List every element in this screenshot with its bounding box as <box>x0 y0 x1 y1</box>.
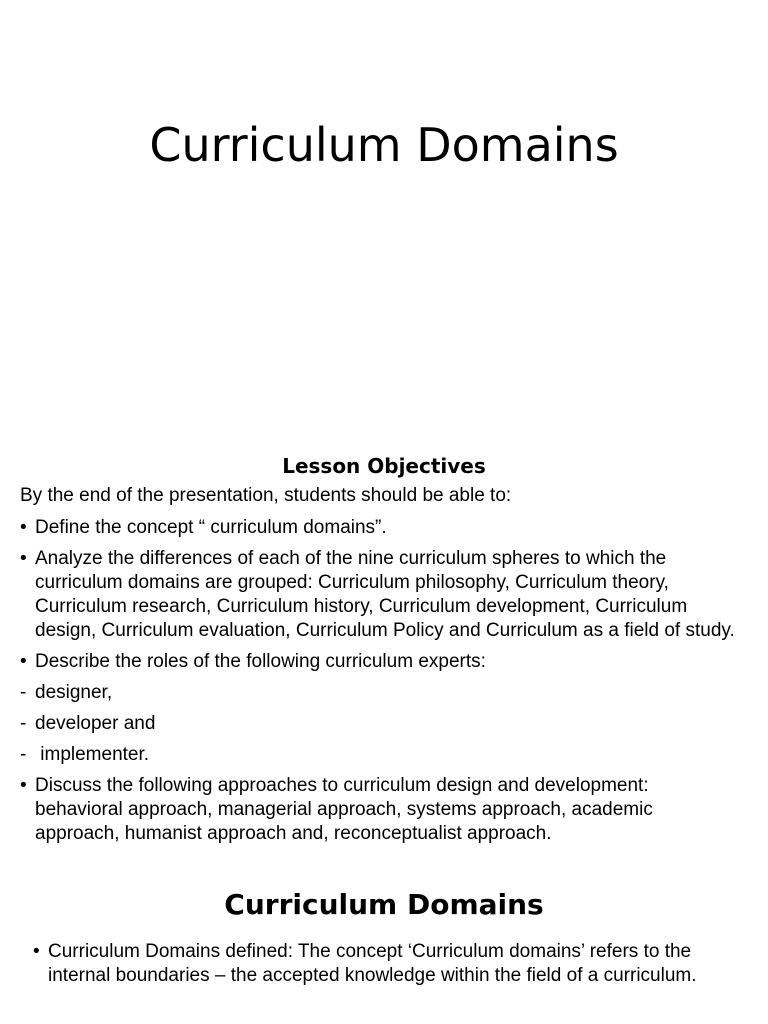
list-item-text: Describe the roles of the following curriculum experts: <box>35 651 486 672</box>
dash-marker: - <box>20 744 27 765</box>
list-item-text: implementer. <box>35 744 150 765</box>
dash-marker: - <box>20 713 27 734</box>
slide-curriculum-domains <box>0 864 768 1024</box>
bullet-marker: • <box>20 775 27 796</box>
list-item <box>33 940 733 988</box>
domains-body <box>33 940 733 995</box>
slide-3-title: Curriculum Domains <box>224 888 544 921</box>
list-item-text: designer, <box>35 682 113 703</box>
objectives-intro: By the end of the presentation, students should be able to: <box>20 485 512 506</box>
bullet-marker: • <box>33 941 40 962</box>
list-item <box>20 650 736 674</box>
bullet-marker: • <box>20 517 27 538</box>
slide-2-title: Lesson Objectives <box>282 454 486 478</box>
list-item-text: Define the concept “ curriculum domains”. <box>35 517 387 538</box>
list-item-text: Analyze the differences of each of the nine curriculum spheres to which the curriculum domains are grouped: Curriculum philosophy, Curriculum theory, Curriculum research, Curriculum history, Curriculum development, Curriculum design, Curriculum evaluation, Curriculum Policy and Curriculum as a field of study. <box>35 548 735 641</box>
slide-title <box>0 0 768 432</box>
list-item <box>20 712 736 736</box>
slide-1-title: Curriculum Domains <box>149 118 619 172</box>
list-item <box>20 516 736 540</box>
objectives-list <box>20 516 736 846</box>
bullet-marker: • <box>20 548 27 569</box>
domains-list <box>33 940 733 988</box>
list-item-text: Discuss the following approaches to curriculum design and development: behavioral approach, managerial approach, systems approach, academic approach, humanist approach and, reconceptualist approach. <box>35 775 653 844</box>
list-item <box>20 743 736 767</box>
dash-marker: - <box>20 682 27 703</box>
list-item <box>20 547 736 643</box>
list-item-text: developer and <box>35 713 156 734</box>
bullet-marker: • <box>20 651 27 672</box>
list-item <box>20 681 736 705</box>
slide-lesson-objectives <box>0 432 768 864</box>
list-item <box>20 774 736 846</box>
list-item-text: Curriculum Domains defined: The concept ‘Curriculum domains’ refers to the internal boundaries – the accepted knowledge within the field of a curriculum. <box>48 941 697 986</box>
objectives-body <box>20 484 736 853</box>
